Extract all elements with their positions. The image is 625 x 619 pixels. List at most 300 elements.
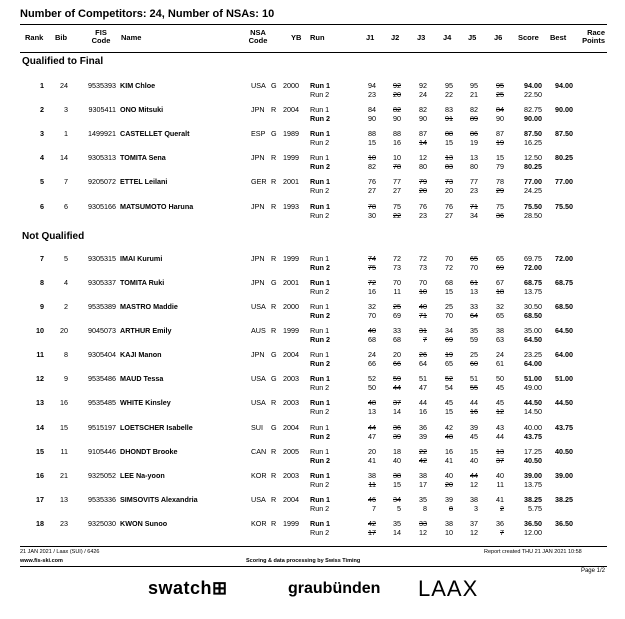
fis-code-cell: 9305411: [88, 105, 116, 114]
nsa-cell: ESP: [251, 129, 266, 138]
judge-3-score-cell: 82: [419, 105, 427, 114]
name-cell: KIM Chloe: [120, 81, 156, 90]
judge-6-score-cell: 2: [500, 504, 504, 513]
best-score-cell: 36.50: [555, 519, 573, 528]
judge-3-score-cell: 16: [419, 407, 427, 416]
year-born-cell: 2001: [283, 177, 299, 186]
judge-6-score-cell: 43: [496, 423, 504, 432]
judge-3-score-cell: 42: [419, 456, 427, 465]
best-score-cell: 39.00: [555, 471, 573, 480]
fis-code-cell: 9105446: [88, 447, 116, 456]
judge-3-score-cell: 10: [419, 287, 427, 296]
nsa-cell: JPN: [251, 153, 265, 162]
judge-6-score-cell: 78: [496, 177, 504, 186]
judge-1-score-cell: 84: [368, 105, 376, 114]
judge-2-score-cell: 78: [393, 162, 401, 171]
bib-cell: 20: [60, 326, 68, 335]
judge-6-score-cell: 19: [496, 138, 504, 147]
run-label-cell: Run 1: [310, 177, 330, 186]
run-score-cell: 64.00: [524, 359, 542, 368]
run-score-cell: 64.50: [524, 335, 542, 344]
run-label-cell: Run 2: [310, 186, 330, 195]
judge-3-score-cell: 90: [419, 114, 427, 123]
judge-4-score-cell: 72: [445, 263, 453, 272]
run-label-cell: Run 1: [310, 129, 330, 138]
fis-code-cell: 9305166: [88, 202, 116, 211]
judge-4-score-cell: 20: [445, 480, 453, 489]
year-born-cell: 2004: [283, 350, 299, 359]
name-cell: TOMITA Ruki: [120, 278, 165, 287]
rank-cell: 9: [40, 302, 44, 311]
run-label-cell: Run 1: [310, 254, 330, 263]
nsa-cell: GER: [251, 177, 267, 186]
header-name: Name: [121, 33, 142, 42]
section-qualified: Qualified to Final: [22, 56, 104, 67]
judge-2-score-cell: 77: [393, 177, 401, 186]
judge-4-score-cell: 70: [445, 311, 453, 320]
bib-cell: 3: [64, 105, 68, 114]
judge-4-score-cell: 52: [445, 374, 453, 383]
year-born-cell: 1999: [283, 326, 299, 335]
judge-6-score-cell: 15: [496, 153, 504, 162]
run-label-cell: Run 1: [310, 471, 330, 480]
judge-6-score-cell: 75: [496, 202, 504, 211]
run-label-cell: Run 1: [310, 302, 330, 311]
rank-cell: 11: [36, 350, 44, 359]
run-score-cell: 40.00: [524, 423, 542, 432]
judge-4-score-cell: 65: [445, 359, 453, 368]
judge-5-score-cell: 64: [470, 311, 478, 320]
run-label-cell: Run 2: [310, 138, 330, 147]
judge-2-score-cell: 66: [393, 359, 401, 368]
judge-6-score-cell: 61: [496, 359, 504, 368]
judge-1-score-cell: 44: [368, 423, 376, 432]
best-score-cell: 51.00: [555, 374, 573, 383]
run-label-cell: Run 1: [310, 326, 330, 335]
year-born-cell: 2004: [283, 105, 299, 114]
bib-cell: 6: [64, 202, 68, 211]
judge-4-score-cell: 70: [445, 254, 453, 263]
judge-4-score-cell: 13: [445, 153, 453, 162]
rank-cell: 18: [36, 519, 44, 528]
judge-4-score-cell: 83: [445, 162, 453, 171]
header-race-points: Race Points: [582, 28, 605, 45]
judge-3-score-cell: 7: [423, 335, 427, 344]
judge-5-score-cell: 21: [470, 90, 478, 99]
run-label-cell: Run 2: [310, 311, 330, 320]
judge-2-score-cell: 68: [393, 335, 401, 344]
judge-5-score-cell: 71: [470, 202, 478, 211]
judge-2-score-cell: 11: [393, 287, 401, 296]
nsa-cell: JPN: [251, 278, 265, 287]
judge-3-score-cell: 76: [419, 202, 427, 211]
judge-5-score-cell: 16: [470, 407, 478, 416]
judge-4-score-cell: 40: [445, 471, 453, 480]
swiss-cross-icon: ⊞: [212, 578, 228, 598]
judge-2-score-cell: 25: [393, 302, 401, 311]
gender-cell: G: [271, 350, 277, 359]
judge-2-score-cell: 70: [393, 278, 401, 287]
run-label-cell: Run 1: [310, 447, 330, 456]
best-score-cell: 68.75: [555, 278, 573, 287]
judge-4-score-cell: 68: [445, 278, 453, 287]
judge-3-score-cell: 35: [419, 495, 427, 504]
header-bib: Bib: [55, 33, 68, 42]
competitor-row: [20, 252, 607, 276]
judge-1-score-cell: 88: [368, 129, 376, 138]
run-label-cell: Run 2: [310, 263, 330, 272]
name-cell: KAJI Manon: [120, 350, 162, 359]
competitor-row: [20, 200, 607, 224]
year-born-cell: 2003: [283, 398, 299, 407]
judge-6-score-cell: 24: [496, 350, 504, 359]
competitor-row: [20, 324, 607, 348]
competitor-row: [20, 151, 607, 175]
judge-1-score-cell: 46: [368, 495, 376, 504]
nsa-cell: SUI: [251, 423, 263, 432]
judge-1-score-cell: 13: [368, 407, 376, 416]
gender-cell: R: [271, 326, 277, 335]
bib-cell: 16: [60, 398, 68, 407]
fis-code-cell: 9305337: [88, 278, 116, 287]
graubunden-logo: graubünden: [288, 580, 381, 597]
judge-2-score-cell: 92: [393, 81, 401, 90]
judge-5-score-cell: 39: [470, 423, 478, 432]
name-cell: TOMITA Sena: [120, 153, 166, 162]
run-score-cell: 23.25: [524, 350, 542, 359]
judge-2-score-cell: 34: [393, 495, 401, 504]
judge-1-score-cell: 11: [368, 480, 376, 489]
year-born-cell: 2004: [283, 495, 299, 504]
judge-4-score-cell: 76: [445, 202, 453, 211]
header-score: Score: [518, 33, 539, 42]
best-score-cell: 75.50: [555, 202, 573, 211]
judge-3-score-cell: 44: [419, 398, 427, 407]
judge-3-score-cell: 73: [419, 263, 427, 272]
judge-5-score-cell: 33: [470, 302, 478, 311]
judge-1-score-cell: 74: [368, 254, 376, 263]
fis-code-cell: 9305404: [88, 350, 116, 359]
judge-6-score-cell: 44: [496, 432, 504, 441]
fis-code-cell: 9535393: [88, 81, 116, 90]
judge-3-score-cell: 26: [419, 350, 427, 359]
judge-5-score-cell: 38: [470, 495, 478, 504]
year-born-cell: 2003: [283, 374, 299, 383]
run-score-cell: 82.75: [524, 105, 542, 114]
rank-cell: 13: [36, 398, 44, 407]
judge-4-score-cell: 83: [445, 105, 453, 114]
name-cell: MASTRO Maddie: [120, 302, 178, 311]
gender-cell: R: [271, 254, 277, 263]
year-born-cell: 1999: [283, 254, 299, 263]
judge-6-score-cell: 69: [496, 263, 504, 272]
run-label-cell: Run 2: [310, 432, 330, 441]
bib-cell: 21: [60, 471, 68, 480]
judge-2-score-cell: 44: [393, 383, 401, 392]
judge-5-score-cell: 35: [470, 326, 478, 335]
judge-3-score-cell: 71: [419, 311, 427, 320]
name-cell: MAUD Tessa: [120, 374, 164, 383]
judge-1-score-cell: 52: [368, 374, 376, 383]
nsa-cell: USA: [251, 302, 266, 311]
rank-cell: 16: [36, 471, 44, 480]
judge-2-score-cell: 15: [393, 480, 401, 489]
nsa-cell: USA: [251, 398, 266, 407]
judge-1-score-cell: 94: [368, 81, 376, 90]
best-score-cell: 64.50: [555, 326, 573, 335]
judge-1-score-cell: 32: [368, 302, 376, 311]
bib-cell: 8: [64, 350, 68, 359]
judge-1-score-cell: 75: [368, 263, 376, 272]
header-best: Best: [550, 33, 567, 42]
run-label-cell: Run 2: [310, 335, 330, 344]
rank-cell: 8: [40, 278, 44, 287]
nsa-cell: JPN: [251, 350, 265, 359]
year-born-cell: 2005: [283, 447, 299, 456]
fis-code-cell: 9515197: [88, 423, 116, 432]
judge-4-score-cell: 38: [445, 519, 453, 528]
run-label-cell: Run 1: [310, 153, 330, 162]
competitor-row: [20, 300, 607, 324]
footer-divider: [20, 546, 607, 547]
judge-5-score-cell: 13: [470, 153, 478, 162]
run-score-cell: 24.25: [524, 186, 542, 195]
judge-1-score-cell: 82: [368, 162, 376, 171]
nsa-cell: USA: [251, 81, 266, 90]
name-cell: MATSUMOTO Haruna: [120, 202, 194, 211]
best-score-cell: 77.00: [555, 177, 573, 186]
judge-6-score-cell: 65: [496, 254, 504, 263]
run-label-cell: Run 1: [310, 495, 330, 504]
run-score-cell: 40.50: [524, 456, 542, 465]
judge-6-score-cell: 32: [496, 302, 504, 311]
judge-4-score-cell: 41: [445, 456, 453, 465]
judge-1-score-cell: 40: [368, 326, 376, 335]
bib-cell: 1: [64, 129, 68, 138]
judge-1-score-cell: 16: [368, 287, 376, 296]
run-score-cell: 35.00: [524, 326, 542, 335]
judge-3-score-cell: 20: [419, 186, 427, 195]
run-score-cell: 80.25: [524, 162, 542, 171]
judge-2-score-cell: 22: [393, 211, 401, 220]
run-label-cell: Run 2: [310, 383, 330, 392]
page-number: Page 1/2: [580, 568, 605, 574]
competitor-row: [20, 127, 607, 151]
run-label-cell: Run 2: [310, 480, 330, 489]
judge-2-score-cell: 75: [393, 202, 401, 211]
judge-3-score-cell: 47: [419, 383, 427, 392]
judge-3-score-cell: 12: [419, 153, 427, 162]
nsa-cell: JPN: [251, 202, 265, 211]
run-score-cell: 51.00: [524, 374, 542, 383]
judge-2-score-cell: 40: [393, 456, 401, 465]
competitor-row: [20, 469, 607, 493]
run-score-cell: 16.25: [524, 138, 542, 147]
fis-code-cell: 9535389: [88, 302, 116, 311]
judge-4-score-cell: 88: [445, 129, 453, 138]
judge-1-score-cell: 41: [368, 456, 376, 465]
fis-code-cell: 9305315: [88, 254, 116, 263]
competitor-row: [20, 372, 607, 396]
judge-3-score-cell: 31: [419, 326, 427, 335]
judge-4-score-cell: 25: [445, 302, 453, 311]
footer-event-info: 21 JAN 2021 / Laax (SUI) / 6426: [20, 549, 100, 555]
judge-6-score-cell: 18: [496, 287, 504, 296]
bib-cell: 9: [64, 374, 68, 383]
run-label-cell: Run 1: [310, 278, 330, 287]
judge-5-score-cell: 95: [470, 81, 478, 90]
judge-1-score-cell: 42: [368, 519, 376, 528]
judge-6-score-cell: 37: [496, 456, 504, 465]
run-score-cell: 87.50: [524, 129, 542, 138]
gender-cell: R: [271, 105, 277, 114]
name-cell: DHONDT Brooke: [120, 447, 178, 456]
run-score-cell: 13.75: [524, 480, 542, 489]
judge-2-score-cell: 33: [393, 326, 401, 335]
run-label-cell: Run 1: [310, 519, 330, 528]
nsa-cell: USA: [251, 374, 266, 383]
judge-2-score-cell: 90: [393, 114, 401, 123]
judge-6-score-cell: 95: [496, 81, 504, 90]
judge-5-score-cell: 19: [470, 138, 478, 147]
nsa-cell: KOR: [251, 471, 267, 480]
judge-5-score-cell: 55: [470, 383, 478, 392]
run-label-cell: Run 2: [310, 528, 330, 537]
run-label-cell: Run 2: [310, 359, 330, 368]
best-score-cell: 38.25: [555, 495, 573, 504]
footer-website-link[interactable]: www.fis-ski.com: [20, 558, 63, 564]
gender-cell: R: [271, 153, 277, 162]
judge-2-score-cell: 59: [393, 374, 401, 383]
judge-3-score-cell: 23: [419, 211, 427, 220]
competitor-row: [20, 396, 607, 420]
fis-code-cell: 9305313: [88, 153, 116, 162]
judge-1-score-cell: 68: [368, 335, 376, 344]
judge-5-score-cell: 12: [470, 480, 478, 489]
gender-cell: R: [271, 471, 277, 480]
judge-3-score-cell: 22: [419, 447, 427, 456]
judge-3-score-cell: 14: [419, 138, 427, 147]
judge-6-score-cell: 45: [496, 383, 504, 392]
name-cell: LOETSCHER Isabelle: [120, 423, 193, 432]
laax-logo: LAAX: [418, 576, 479, 601]
best-score-cell: 94.00: [555, 81, 573, 90]
run-score-cell: 94.00: [524, 81, 542, 90]
gender-cell: R: [271, 447, 277, 456]
run-score-cell: 14.50: [524, 407, 542, 416]
rank-cell: 4: [40, 153, 44, 162]
competitor-row: [20, 348, 607, 372]
judge-6-score-cell: 36: [496, 519, 504, 528]
bib-cell: 2: [64, 302, 68, 311]
header-j6: J6: [494, 33, 503, 42]
judge-5-score-cell: 37: [470, 519, 478, 528]
judge-2-score-cell: 18: [393, 447, 401, 456]
header-run: Run: [310, 33, 325, 42]
best-score-cell: 90.00: [555, 105, 573, 114]
judge-6-score-cell: 63: [496, 335, 504, 344]
nsa-cell: USA: [251, 495, 266, 504]
name-cell: IMAI Kurumi: [120, 254, 163, 263]
judge-3-score-cell: 64: [419, 359, 427, 368]
competitor-row: [20, 79, 607, 103]
judge-2-score-cell: 20: [393, 350, 401, 359]
judge-1-score-cell: 23: [368, 90, 376, 99]
year-born-cell: 2003: [283, 471, 299, 480]
judge-4-score-cell: 54: [445, 383, 453, 392]
header-rank: Rank: [25, 33, 44, 42]
judge-2-score-cell: 5: [397, 504, 401, 513]
judge-6-score-cell: 40: [496, 471, 504, 480]
run-score-cell: 49.00: [524, 383, 542, 392]
judge-5-score-cell: 59: [470, 335, 478, 344]
run-label-cell: Run 2: [310, 114, 330, 123]
name-cell: KWON Sunoo: [120, 519, 168, 528]
run-label-cell: Run 2: [310, 287, 330, 296]
judge-2-score-cell: 14: [393, 528, 401, 537]
judge-1-score-cell: 76: [368, 177, 376, 186]
footer-report-created: Report created THU 21 JAN 2021 10:58: [484, 549, 582, 555]
judge-1-score-cell: 72: [368, 278, 376, 287]
judge-3-score-cell: 51: [419, 374, 427, 383]
judge-2-score-cell: 36: [393, 423, 401, 432]
judge-6-score-cell: 45: [496, 398, 504, 407]
header-nsa-code: NSA Code: [248, 28, 268, 45]
judge-3-score-cell: 80: [419, 162, 427, 171]
judge-6-score-cell: 67: [496, 278, 504, 287]
gender-cell: G: [271, 81, 277, 90]
header-j4: J4: [443, 33, 452, 42]
rank-cell: 12: [36, 374, 44, 383]
competitor-row: [20, 103, 607, 127]
year-born-cell: 1989: [283, 129, 299, 138]
year-born-cell: 2000: [283, 81, 299, 90]
judge-5-score-cell: 44: [470, 471, 478, 480]
gender-cell: G: [271, 423, 277, 432]
run-score-cell: 5.75: [528, 504, 542, 513]
rank-cell: 14: [36, 423, 44, 432]
gender-cell: G: [271, 129, 277, 138]
run-label-cell: Run 2: [310, 90, 330, 99]
judge-1-score-cell: 20: [368, 447, 376, 456]
judge-5-score-cell: 44: [470, 398, 478, 407]
judge-2-score-cell: 82: [393, 105, 401, 114]
judge-2-score-cell: 16: [393, 138, 401, 147]
name-cell: LEE Na-yoon: [120, 471, 165, 480]
name-cell: WHITE Kinsley: [120, 398, 171, 407]
judge-2-score-cell: 69: [393, 311, 401, 320]
run-score-cell: 68.50: [524, 311, 542, 320]
nsa-cell: KOR: [251, 519, 267, 528]
judge-5-score-cell: 3: [474, 504, 478, 513]
run-score-cell: 90.00: [524, 114, 542, 123]
judge-6-score-cell: 50: [496, 374, 504, 383]
judge-6-score-cell: 29: [496, 186, 504, 195]
judge-3-score-cell: 39: [419, 432, 427, 441]
best-score-cell: 64.00: [555, 350, 573, 359]
run-score-cell: 17.25: [524, 447, 542, 456]
name-cell: CASTELLET Queralt: [120, 129, 190, 138]
judge-5-score-cell: 82: [470, 105, 478, 114]
judge-3-score-cell: 33: [419, 519, 427, 528]
run-score-cell: 22.50: [524, 90, 542, 99]
best-score-cell: 80.25: [555, 153, 573, 162]
judge-3-score-cell: 72: [419, 254, 427, 263]
name-cell: ARTHUR Emily: [120, 326, 172, 335]
header-j1: J1: [366, 33, 375, 42]
judge-1-score-cell: 24: [368, 350, 376, 359]
judge-4-score-cell: 20: [445, 186, 453, 195]
